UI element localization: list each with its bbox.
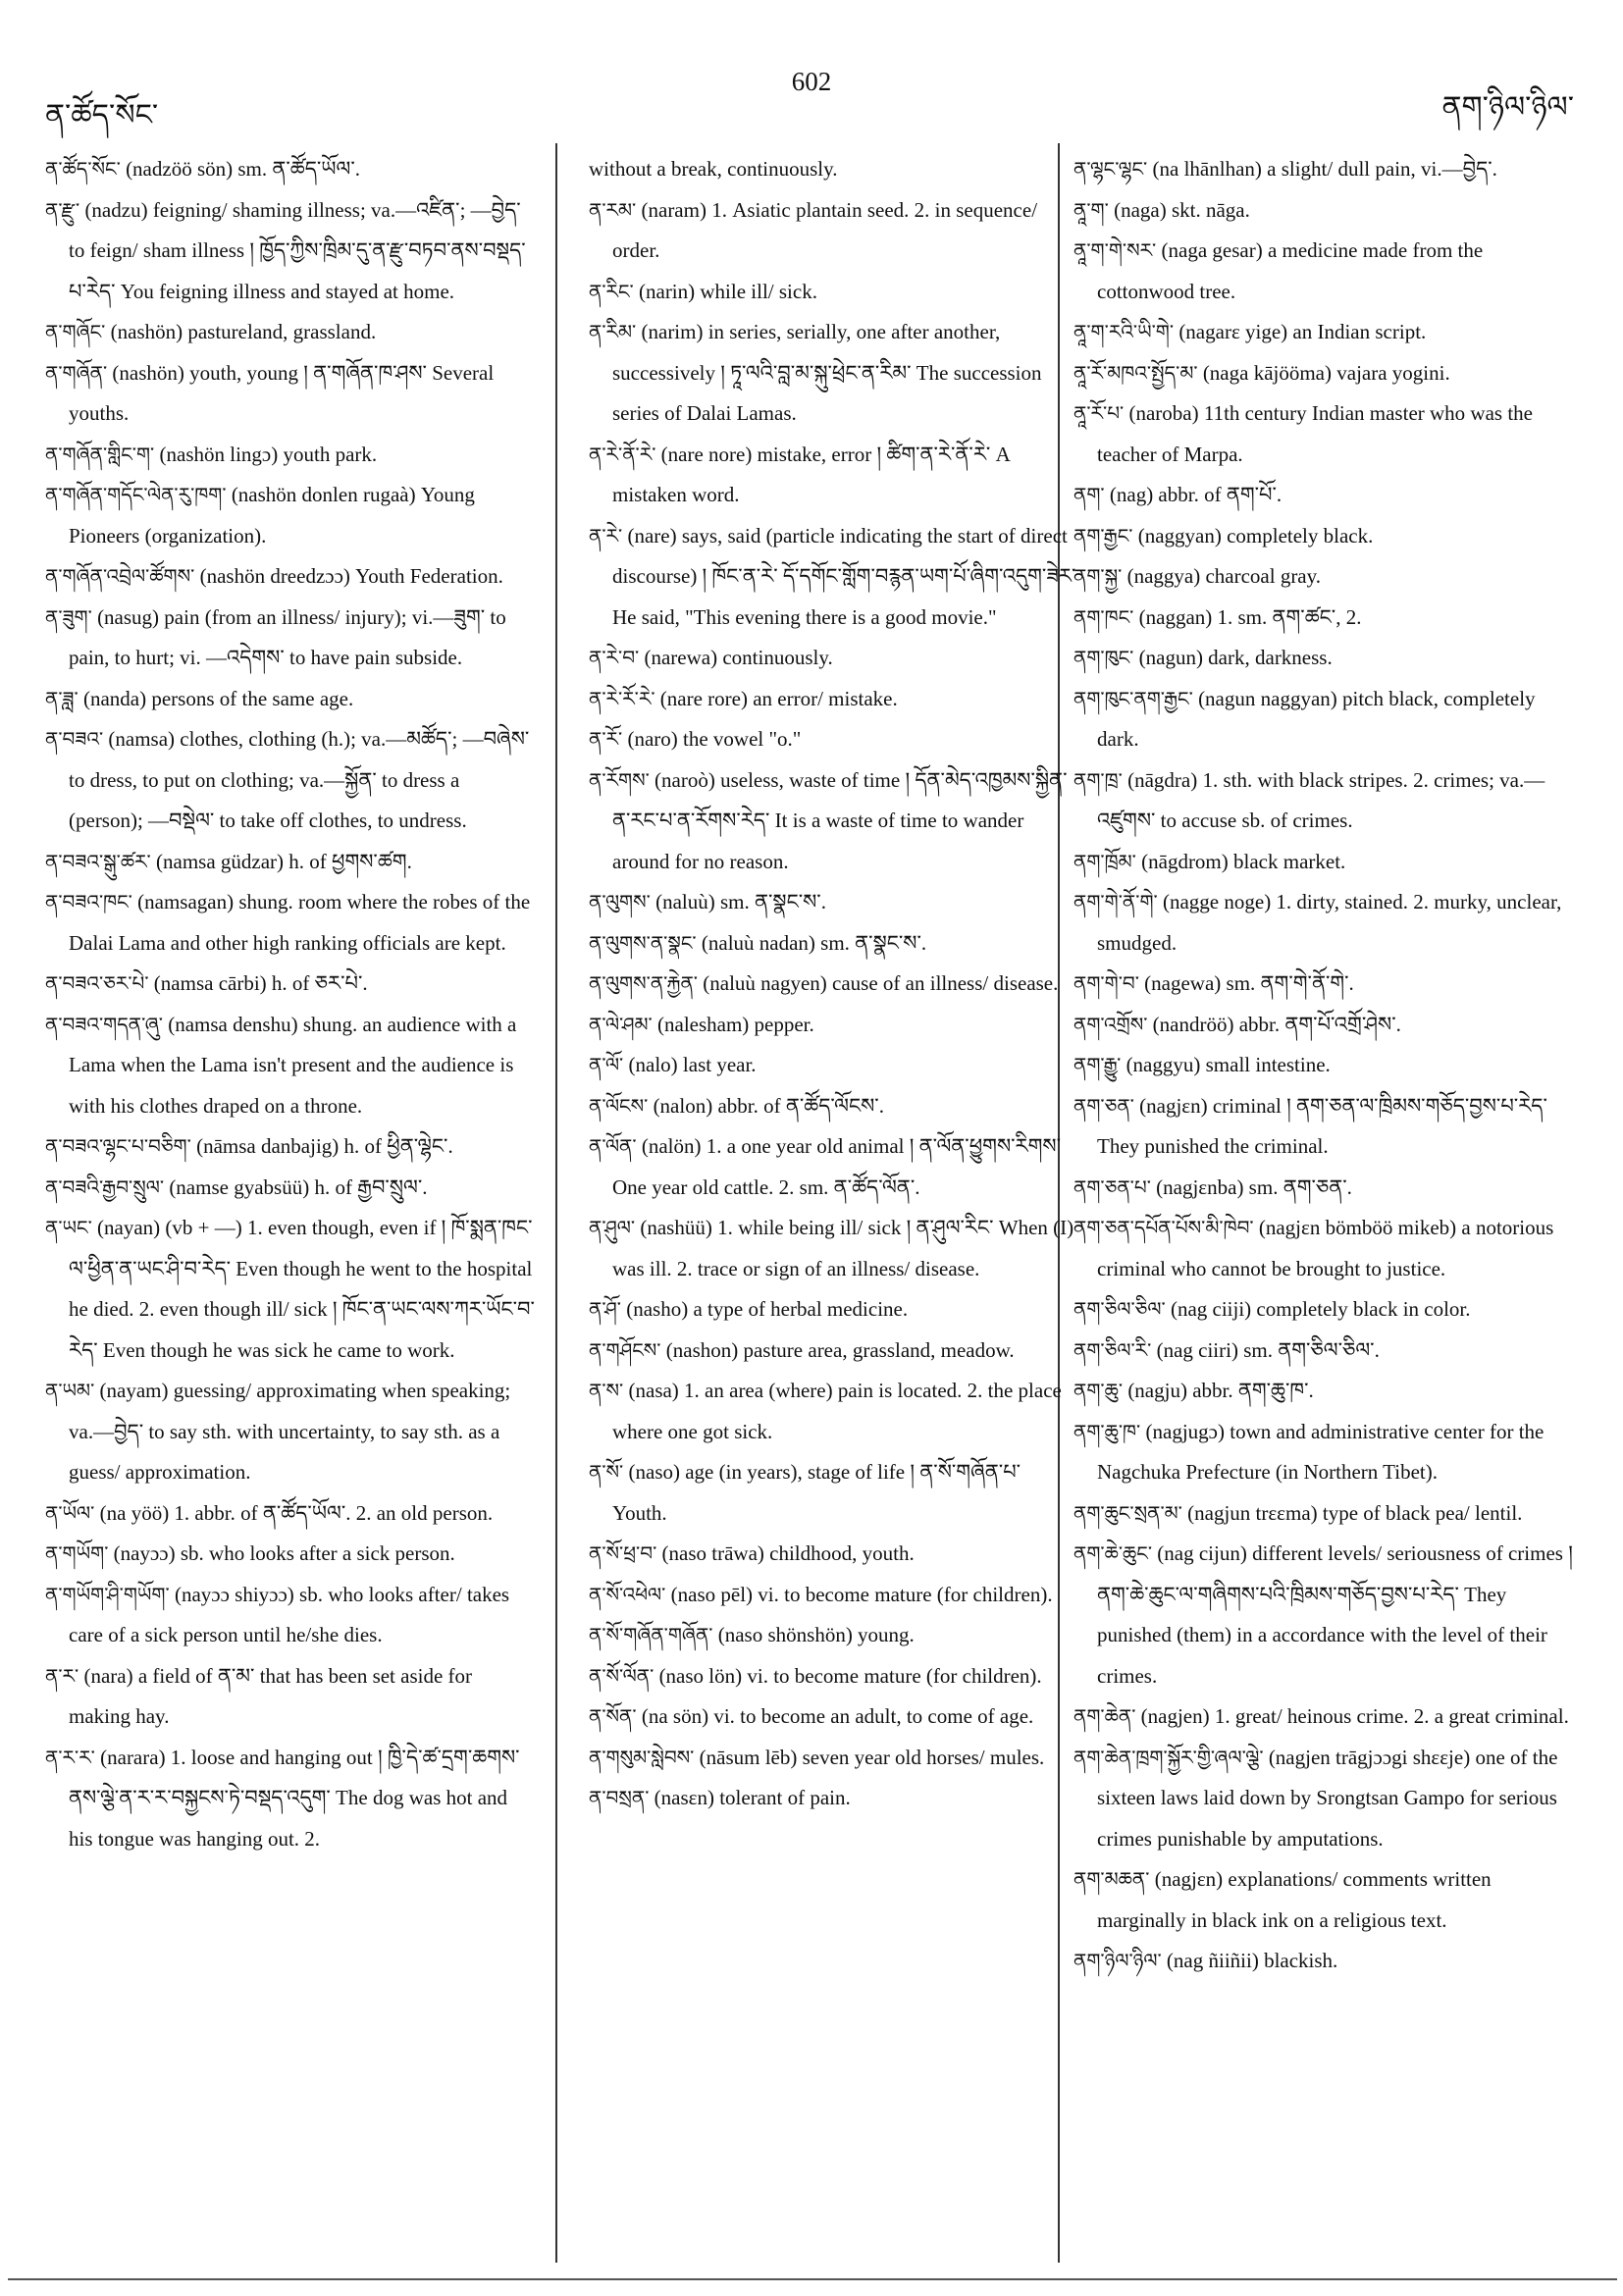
entry-headword: ན་རམ་ [589,197,637,222]
entry-definition: (nagjen trāgjɔɔgi shɛɛje) one of the sixteen laws laid down by Srongtsan Gampo for serious crimes punishable by amputations. [1097,1745,1558,1851]
entry-headword: ན་བཟའི་རྒྱབ་སྲུལ་ [45,1174,165,1199]
dictionary-entry [1073,1534,1582,1696]
entry-definition: (nashon) pasture area, grassland, meadow. [660,1337,1015,1362]
dictionary-entry [45,679,536,720]
dictionary-entry [45,598,536,679]
entry-definition: (nalesham) pepper. [652,1012,814,1036]
entry-definition: (nag ciiri) sm. ནག་ཅིལ་ཅིལ་. [1151,1337,1380,1362]
entry-definition: (namsa denshu) shung. an audience with a Lama when the Lama isn't present and the audience is with his clothes draped on a throne. [69,1012,517,1118]
entry-definition: (nandröö) abbr. ནག་པོ་འགྲོ་ཤེས་. [1147,1012,1401,1036]
entry-headword: ན་ཟླ་ [45,686,79,710]
entry-definition: (nagjɛnba) sm. ནག་ཅན་. [1150,1174,1352,1199]
dictionary-entry [589,1778,1079,1819]
dictionary-entry [589,1452,1079,1534]
entry-headword: ན་གཡོག་ཤི་གཡོག་ [45,1582,170,1606]
dictionary-entry [45,882,536,964]
dictionary-entry [45,842,536,883]
entry-headword: ནག་ [1073,483,1105,506]
entry-headword: ན་ལོ་ [589,1053,624,1076]
entry-definition: (nalon) abbr. of ན་ཚོད་ལོངས་. [648,1093,884,1118]
entry-headword: ནག་གེ་བ་ [1073,971,1139,995]
entry-headword: ནག་ཅན་པ་ [1073,1174,1151,1199]
dictionary-entry [589,1005,1079,1046]
dictionary-entry [1073,679,1582,760]
dictionary-entry [589,964,1079,1005]
entry-headword: ན་ཤུལ་ [589,1216,636,1239]
entry-headword: ན་རྫུ་ [45,197,80,222]
entry-headword: ན་ར་ར་ [45,1745,95,1769]
dictionary-entry [1073,1859,1582,1941]
dictionary-entry [589,312,1079,435]
entry-headword: ན་རིམ་ [589,320,637,343]
dictionary-entry [1073,312,1582,353]
entry-headword: ནག་གེ་ནོ་གེ་ [1073,890,1158,913]
entry-definition: (nare nore) mistake, error ། ཚིག་ན་རེ་ནོ་རེ་ A mistaken word. [612,442,1010,506]
entry-headword: ན་གཞོན་གདོང་ལེན་རུ་ཁག་ [45,483,227,506]
entry-headword: ན་སོན་ [589,1704,637,1728]
dictionary-entry [1073,516,1582,557]
dictionary-entry [45,353,536,435]
dictionary-entry [1073,1412,1582,1493]
entry-definition: (nag cijun) different levels/ seriousness of crimes ། ནག་ཆེ་ཆུང་ལ་གཞིགས་པའི་ཁྲིམས་གཅོད་བྱས་པ་རེད་ They punished (them) in a accordance with the level of their crimes. [1097,1541,1573,1688]
entry-definition: (naga kājööma) vajara yogini. [1197,360,1450,385]
dictionary-entry [589,923,1079,965]
entry-definition: (nasɛn) tolerant of pain. [649,1786,851,1809]
entry-headword: ནག་ཆེན་ཁྲག་སྐྱོར་གྱི་ཞལ་ལྕེ་ [1073,1745,1264,1769]
entry-definition: (nalön) 1. a one year old animal ། ན་ལོན་ཕྱུགས་རིགས་ One year old cattle. 2. sm. ན་ཚོད་ལོན་. [612,1134,1061,1199]
entry-headword: ན་སོ་གཞོན་གཞོན་ [589,1623,713,1646]
entry-headword: ནག་ཉིལ་ཉིལ་ [1073,1949,1162,1972]
entry-headword: ན་སོ་ [589,1460,624,1484]
dictionary-entry [45,190,536,313]
dictionary-entry [589,760,1079,883]
entry-headword: ནག་ཅིལ་རི་ [1073,1337,1152,1362]
dictionary-entry [589,1738,1079,1779]
entry-definition: (namsa) clothes, clothing (h.); va.—མཚོད་; —བཞེས་ to dress, to put on clothing; va.—སྐྱོན་ to dress a (person); —བསྡེལ་ to take off clothes, to undress. [69,727,530,832]
entry-headword: ན་གཞོན་གླིང་ག་ [45,442,155,466]
dictionary-entry [1073,1941,1582,1982]
entry-definition: (naso pēl) vi. to become mature (for children). [665,1582,1053,1606]
entry-definition: (narewa) continuously. [639,646,833,669]
entry-headword: ནག་ཆུ་ [1073,1379,1124,1402]
dictionary-entry [45,1738,536,1860]
entry-headword: ན་བཟའ་གདན་ཞུ་ [45,1012,163,1036]
entry-headword: ནཱ་ག་གེ་སར་ [1073,238,1157,262]
entry-definition: (naso) age (in years), stage of life ། ན་སོ་གཞོན་པ་ Youth. [612,1460,1021,1525]
entry-definition: (nagun naggyan) pitch black, completely dark. [1097,686,1536,751]
entry-definition: (nāmsa danbajig) h. of ཕྱིན་ལྷེང་. [190,1134,453,1158]
dictionary-column-2 [589,149,1079,2269]
entry-definition: (nasa) 1. an area (where) pain is located. 2. the place where one got sick. [612,1379,1062,1443]
dictionary-entry [1073,353,1582,394]
entry-definition: (nashön donlen rugaà) Young Pioneers (organization). [69,483,475,548]
dictionary-entry [45,1371,536,1493]
dictionary-entry [589,272,1079,313]
entry-headword: ནག་མཆན་ [1073,1867,1150,1891]
entry-headword: ན་ཡམ་ [45,1379,95,1402]
right-guide-word: ནག་ཉིལ་ཉིལ་ [1441,90,1574,125]
entry-headword: ནག་ཆེ་ཆུང་ [1073,1541,1153,1565]
entry-definition: (nashön dreedzɔɔ) Youth Federation. [194,564,503,588]
entry-headword: ན་སོ་འཕེལ་ [589,1582,666,1606]
entry-definition: (nashön lingɔ) youth park. [154,442,378,466]
entry-definition: (nagarɛ yige) an Indian script. [1174,320,1427,343]
dictionary-entry [1073,1208,1582,1289]
entry-headword: ན་གཞོན་འབྲེལ་ཚོགས་ [45,564,195,588]
dictionary-entry [589,1534,1079,1575]
page-number: 602 [791,67,832,96]
entry-definition: (nayam) guessing/ approximating when speaking; va.—བྱེད་ to say sth. with uncertainty, to say sth. as a guess/ approximation. [69,1379,511,1484]
entry-definition: (nayan) (vb + —) 1. even though, even if ། ཁོ་སྨན་ཁང་ལ་ཕྱིན་ན་ཡང་ཤི་བ་རེད་ Even though he went to the hospital he died. 2. even though ill/ sick ། ཁོང་ན་ཡང་ལས་ཀར་ཡོང་བ་རེད་ Even though he was sick he came to work. [69,1216,535,1362]
entry-definition: (na lhānlhan) a slight/ dull pain, vi.—བྱེད་. [1147,157,1497,181]
entry-definition: (nag ñiiñii) blackish. [1161,1949,1338,1972]
entry-definition: (nadzu) feigning/ shaming illness; va.—འཛིན་; —བྱེད་ to feign/ sham illness ། ཁྱོད་ཀྱིས་ཁྲིམ་དུ་ན་རྫུ་བཏབ་ནས་བསྡད་པ་རེད་ You feigning illness and stayed at home. [69,197,526,303]
entry-headword: ནཱ་ག་རའི་ཡི་གེ་ [1073,320,1175,343]
entry-definition: (nagjen) 1. great/ heinous crime. 2. a great criminal. [1135,1704,1569,1728]
entry-definition: (na sön) vi. to become an adult, to come of age. [636,1704,1034,1728]
entry-headword: ནཱ་ག་ [1073,197,1109,222]
entry-headword: ནག་ཆུ་ཁ་ [1073,1419,1141,1443]
entry-headword: ན་ར་ [45,1663,79,1688]
entry-headword: ནག་ཅིལ་ཅིལ་ [1073,1297,1166,1321]
entry-definition: (naso lön) vi. to become mature (for children). [654,1663,1042,1688]
dictionary-entry [45,1005,536,1127]
entry-definition: (nag) abbr. of ནག་པོ་. [1104,483,1283,506]
entry-headword: ན་བཟའ་ལྷང་པ་བཅིག་ [45,1134,191,1158]
dictionary-entry [1073,1696,1582,1738]
dictionary-entry [589,1371,1079,1452]
dictionary-entry [1073,1168,1582,1209]
dictionary-entry [589,882,1079,923]
entry-headword: ན་ཟུག་ [45,604,92,629]
dictionary-entry [1073,475,1582,516]
dictionary-entry [1073,556,1582,598]
entry-definition: (nasug) pain (from an illness/ injury); vi.—ཟུག་ to pain, to hurt; vi. —འདེགས་ to have pain subside. [69,604,506,669]
dictionary-entry [45,1575,536,1656]
dictionary-entry [589,638,1079,679]
dictionary-entry [589,1289,1079,1331]
entry-definition: (naluù nagyen) cause of an illness/ disease. [698,971,1059,995]
entry-headword: ན་བཟའ་ [45,727,104,751]
entry-headword: ན་བཟའ་ཅར་པེ་ [45,971,149,995]
entry-definition: (naluù) sm. ན་སྣང་ས་. [650,890,826,913]
entry-definition: (nagjɛn) explanations/ comments written marginally in black ink on a religious text. [1097,1867,1492,1932]
entry-headword: ན་སོ་ལོན་ [589,1663,654,1688]
dictionary-entry [1073,1738,1582,1860]
entry-definition: (naroò) useless, waste of time ། དོན་མེད་འཁྱམས་སྐྱིན་ན་རང་པ་ན་རོགས་རེད་ It is a waste of time to wander around for no reason. [612,767,1068,873]
entry-headword: ན་རེ་ནོ་རེ་ [589,442,656,466]
entry-definition: (narara) 1. loose and hanging out ། ཁྱི་དེ་ཚ་དྲག་ཆགས་ནས་ལྕེ་ན་ར་ར་བསྐྱངས་ཏེ་བསྡད་འདུག་ The dog was hot and his tongue was hanging out. 2. [69,1745,520,1851]
dictionary-entry [45,556,536,598]
entry-definition: (naggyan) completely black. [1132,523,1374,548]
entry-headword: ན་བསྲན་ [589,1786,650,1809]
dictionary-entry [589,149,1079,190]
dictionary-entry [589,1331,1079,1372]
dictionary-entry [1073,231,1582,312]
entry-definition: (naram) 1. Asiatic plantain seed. 2. in sequence/ order. [612,197,1038,262]
dictionary-entry [45,964,536,1005]
entry-definition: (nagju) abbr. ནག་ཆུ་ཁ་. [1123,1379,1314,1402]
entry-headword: ན་རེ་བ་ [589,646,640,669]
dictionary-entry [589,679,1079,720]
dictionary-entry [45,1208,536,1371]
entry-definition: (namsa cārbi) h. of ཅར་པེ་. [148,971,368,995]
entry-headword: ན་རེ་རོ་རེ་ [589,686,655,710]
dictionary-entry [589,719,1079,760]
dictionary-entry [45,475,536,556]
dictionary-entry [1073,760,1582,842]
dictionary-column-3 [1073,149,1582,2269]
entry-headword: ན་ཡང་ [45,1216,92,1239]
entry-definition: (nare rore) an error/ mistake. [654,686,898,710]
dictionary-entry [45,149,536,190]
dictionary-entry [589,1696,1079,1738]
dictionary-entry [1073,1331,1582,1372]
dictionary-entry [45,719,536,842]
entry-headword: ན་སོ་ཕྲ་བ་ [589,1541,657,1565]
entry-definition: (nagjɛn) criminal ། ནག་ཅན་ལ་ཁྲིམས་གཅོད་བྱས་པ་རེད་ They punished the criminal. [1097,1093,1547,1158]
entry-definition: (nāgdra) 1. sth. with black stripes. 2. crimes; va.—འཛུགས་ to accuse sb. of crimes. [1097,767,1545,832]
entry-headword: ནག་ཅན་དཔོན་པོས་མི་ཁེབ་ [1073,1216,1254,1239]
entry-definition: (namsa güdzar) h. of ཕྱགས་ཚག. [150,849,412,873]
dictionary-entry [1073,1371,1582,1412]
entry-headword: ནག་ཁྲ་ [1073,767,1123,792]
entry-definition: (naro) the vowel "o." [622,727,802,751]
entry-definition: (nalo) last year. [623,1053,757,1076]
entry-headword: ན་བཟའ་ཁང་ [45,890,132,913]
entry-headword: ནག་སྐྱ་ [1073,564,1123,588]
dictionary-column-1 [45,149,536,2269]
dictionary-entry [589,1126,1079,1208]
entry-headword: ནག་ཁང་ [1073,604,1134,629]
dictionary-entry [589,1208,1079,1289]
entry-definition: (naggyu) small intestine. [1121,1053,1331,1076]
entry-headword: ན་རེ་ [589,523,623,548]
dictionary-entry [45,1126,536,1168]
entry-definition: (naluù nadan) sm. ན་སྣང་ས་. [696,930,927,955]
entry-definition: (naroba) 11th century Indian master who was the teacher of Marpa. [1097,401,1533,466]
dictionary-entry [1073,1493,1582,1535]
dictionary-entry [589,1575,1079,1616]
entry-headword: ན་ས་ [589,1379,624,1402]
dictionary-entry [1073,1045,1582,1086]
entry-headword: ན་ལྷང་ལྷང་ [1073,157,1148,181]
entry-definition: (nāsum lēb) seven year old horses/ mules. [694,1745,1045,1769]
dictionary-entry [589,1086,1079,1127]
dictionary-entry [1073,393,1582,475]
entry-definition: (nāgdrom) black market. [1135,849,1346,873]
entry-headword: ན་རིང་ [589,279,634,303]
dictionary-entry [589,1045,1079,1086]
dictionary-entry [1073,149,1582,190]
entry-definition: (nagun) dark, darkness. [1133,646,1333,669]
entry-headword: ནག་ཁུང་ནག་རྒྱང་ [1073,686,1193,710]
entry-headword: ནཱ་རོ་པ་ [1073,401,1125,425]
entry-headword: ནག་ཁྲོམ་ [1073,849,1136,873]
entry-definition: (nagge noge) 1. dirty, stained. 2. murky, unclear, smudged. [1097,890,1562,955]
entry-definition: (nanda) persons of the same age. [78,686,354,710]
dictionary-entry [589,1615,1079,1656]
column-divider [555,143,557,2263]
dictionary-entry [45,1656,536,1738]
entry-headword: ན་ལུགས་ [589,890,651,913]
dictionary-entry [1073,1086,1582,1168]
entry-headword: ན་ལེ་ཤམ་ [589,1012,653,1036]
entry-headword: ནག་འགྲོས་ [1073,1012,1148,1036]
dictionary-entry [1073,1005,1582,1046]
entry-definition: (nashön) pastureland, grassland. [105,320,377,343]
entry-headword: ན་ལོངས་ [589,1093,649,1118]
entry-definition: (naggya) charcoal gray. [1122,564,1322,588]
entry-headword: ན་ཚོད་སོང་ [45,157,121,181]
dictionary-entry [1073,882,1582,964]
entry-headword: ན་ཡོལ་ [45,1500,95,1525]
dictionary-entry [589,1656,1079,1697]
dictionary-entry [589,190,1079,272]
dictionary-entry [589,516,1079,639]
entry-definition: (nasho) a type of herbal medicine. [620,1297,909,1321]
dictionary-entry [1073,190,1582,232]
dictionary-entry [1073,964,1582,1005]
entry-definition: without a break, continuously. [589,157,838,181]
entry-headword: ན་གཞོང་ [45,320,106,343]
dictionary-entry [589,435,1079,516]
entry-definition: (narim) in series, serially, one after another, successively ། ཏཱ་ལའི་བླ་མ་སྐུ་ཕྲེང་ན་རིམ་ The succession series of Dalai Lamas. [612,320,1042,425]
entry-headword: ན་རོ་ [589,727,623,751]
entry-definition: (narin) while ill/ sick. [633,279,817,303]
entry-headword: ན་ལོན་ [589,1134,637,1158]
entry-definition: (nagjugɔ) town and administrative center for the Nagchuka Prefecture (in Northern Tibet). [1097,1419,1544,1484]
dictionary-entry [45,1168,536,1209]
entry-headword: ན་ལུགས་ན་སྣང་ [589,930,697,955]
dictionary-entry [1073,1289,1582,1331]
entry-definition: (nashön) youth, young ། ན་གཞོན་ཁ་ཤས་ Several youths. [69,360,495,425]
entry-headword: ནག་ཆེན་ [1073,1704,1136,1728]
dictionary-entry [1073,842,1582,883]
entry-headword: ནག་ཁུང་ [1073,646,1134,669]
entry-definition: (nayɔɔ) sb. who looks after a sick person. [108,1541,455,1565]
entry-definition: (nashüü) 1. while being ill/ sick ། ན་ཤུལ་རིང་ When (I) was ill. 2. trace or sign of an illness/ disease. [612,1216,1074,1280]
left-guide-word: ན་ཚོད་སོང་ [45,98,159,132]
entry-definition: (nadzöö sön) sm. ན་ཚོད་ཡོལ་. [120,157,361,181]
entry-headword: ན་གསུམ་སླེབས་ [589,1745,695,1769]
entry-definition: (naga gesar) a medicine made from the cottonwood tree. [1097,238,1484,303]
entry-headword: ནཱ་རོ་མཁའ་སྤྱོད་མ་ [1073,360,1198,385]
entry-definition: (naggan) 1. sm. ནག་ཚང་, 2. [1133,604,1362,629]
entry-definition: (namse gyabsüü) h. of རྒྱབ་སྲུལ་. [164,1174,428,1199]
dictionary-entry [1073,638,1582,679]
entry-headword: ནག་ཅན་ [1073,1093,1134,1118]
entry-headword: ན་ཤོ་ [589,1297,621,1321]
entry-definition: (naga) skt. nāga. [1108,197,1250,222]
entry-headword: ན་གཤོངས་ [589,1337,661,1362]
entry-definition: (nag ciiji) completely black in color. [1165,1297,1471,1321]
entry-headword: ནག་རྒྱང་ [1073,523,1133,548]
entry-headword: ན་བཟའ་སྒུ་ཚར་ [45,849,151,873]
entry-definition: (nare) says, said (particle indicating the start of direct discourse) ། ཁོང་ན་རེ་ དོ་དགོང་གློག་བརྙན་ཡག་པོ་ཞིག་འདུག་ཟེར་ He said, "This evening there is a good movie." [612,523,1076,629]
entry-definition: (nagewa) sm. ནག་གེ་ནོ་གེ་. [1138,971,1354,995]
bottom-rule [8,2278,1617,2280]
entry-headword: ན་གཡོག་ [45,1541,109,1565]
dictionary-entry [1073,598,1582,639]
entry-definition: (nayɔɔ shiyɔɔ) sb. who looks after/ takes care of a sick person until he/she dies. [69,1582,510,1646]
entry-definition: (nagjɛn bömböö mikeb) a notorious criminal who cannot be brought to justice. [1097,1216,1554,1280]
entry-headword: ན་རོགས་ [589,767,650,792]
entry-definition: (na yöö) 1. abbr. of ན་ཚོད་ཡོལ་. 2. an old person. [94,1500,494,1525]
entry-headword: ནག་ཆུང་སྲན་མ་ [1073,1500,1182,1525]
entry-definition: (nagjun trɛɛma) type of black pea/ lentil. [1181,1500,1523,1525]
dictionary-entry [45,312,536,353]
dictionary-entry [45,435,536,476]
entry-headword: ན་གཞོན་ [45,360,108,385]
entry-definition: (namsagan) shung. room where the robes of the Dalai Lama and other high ranking officials are kept. [69,890,531,955]
dictionary-entry [45,1534,536,1575]
dictionary-entry [45,1493,536,1535]
entry-headword: ན་ལུགས་ན་རྐྱེན་ [589,971,698,995]
entry-definition: (nara) a field of ན་མ་ that has been set aside for making hay. [69,1663,473,1728]
entry-definition: (naso trāwa) childhood, youth. [656,1541,915,1565]
entry-definition: (naso shönshön) young. [712,1623,915,1646]
entry-headword: ནག་རྒྱུ་ [1073,1053,1122,1076]
